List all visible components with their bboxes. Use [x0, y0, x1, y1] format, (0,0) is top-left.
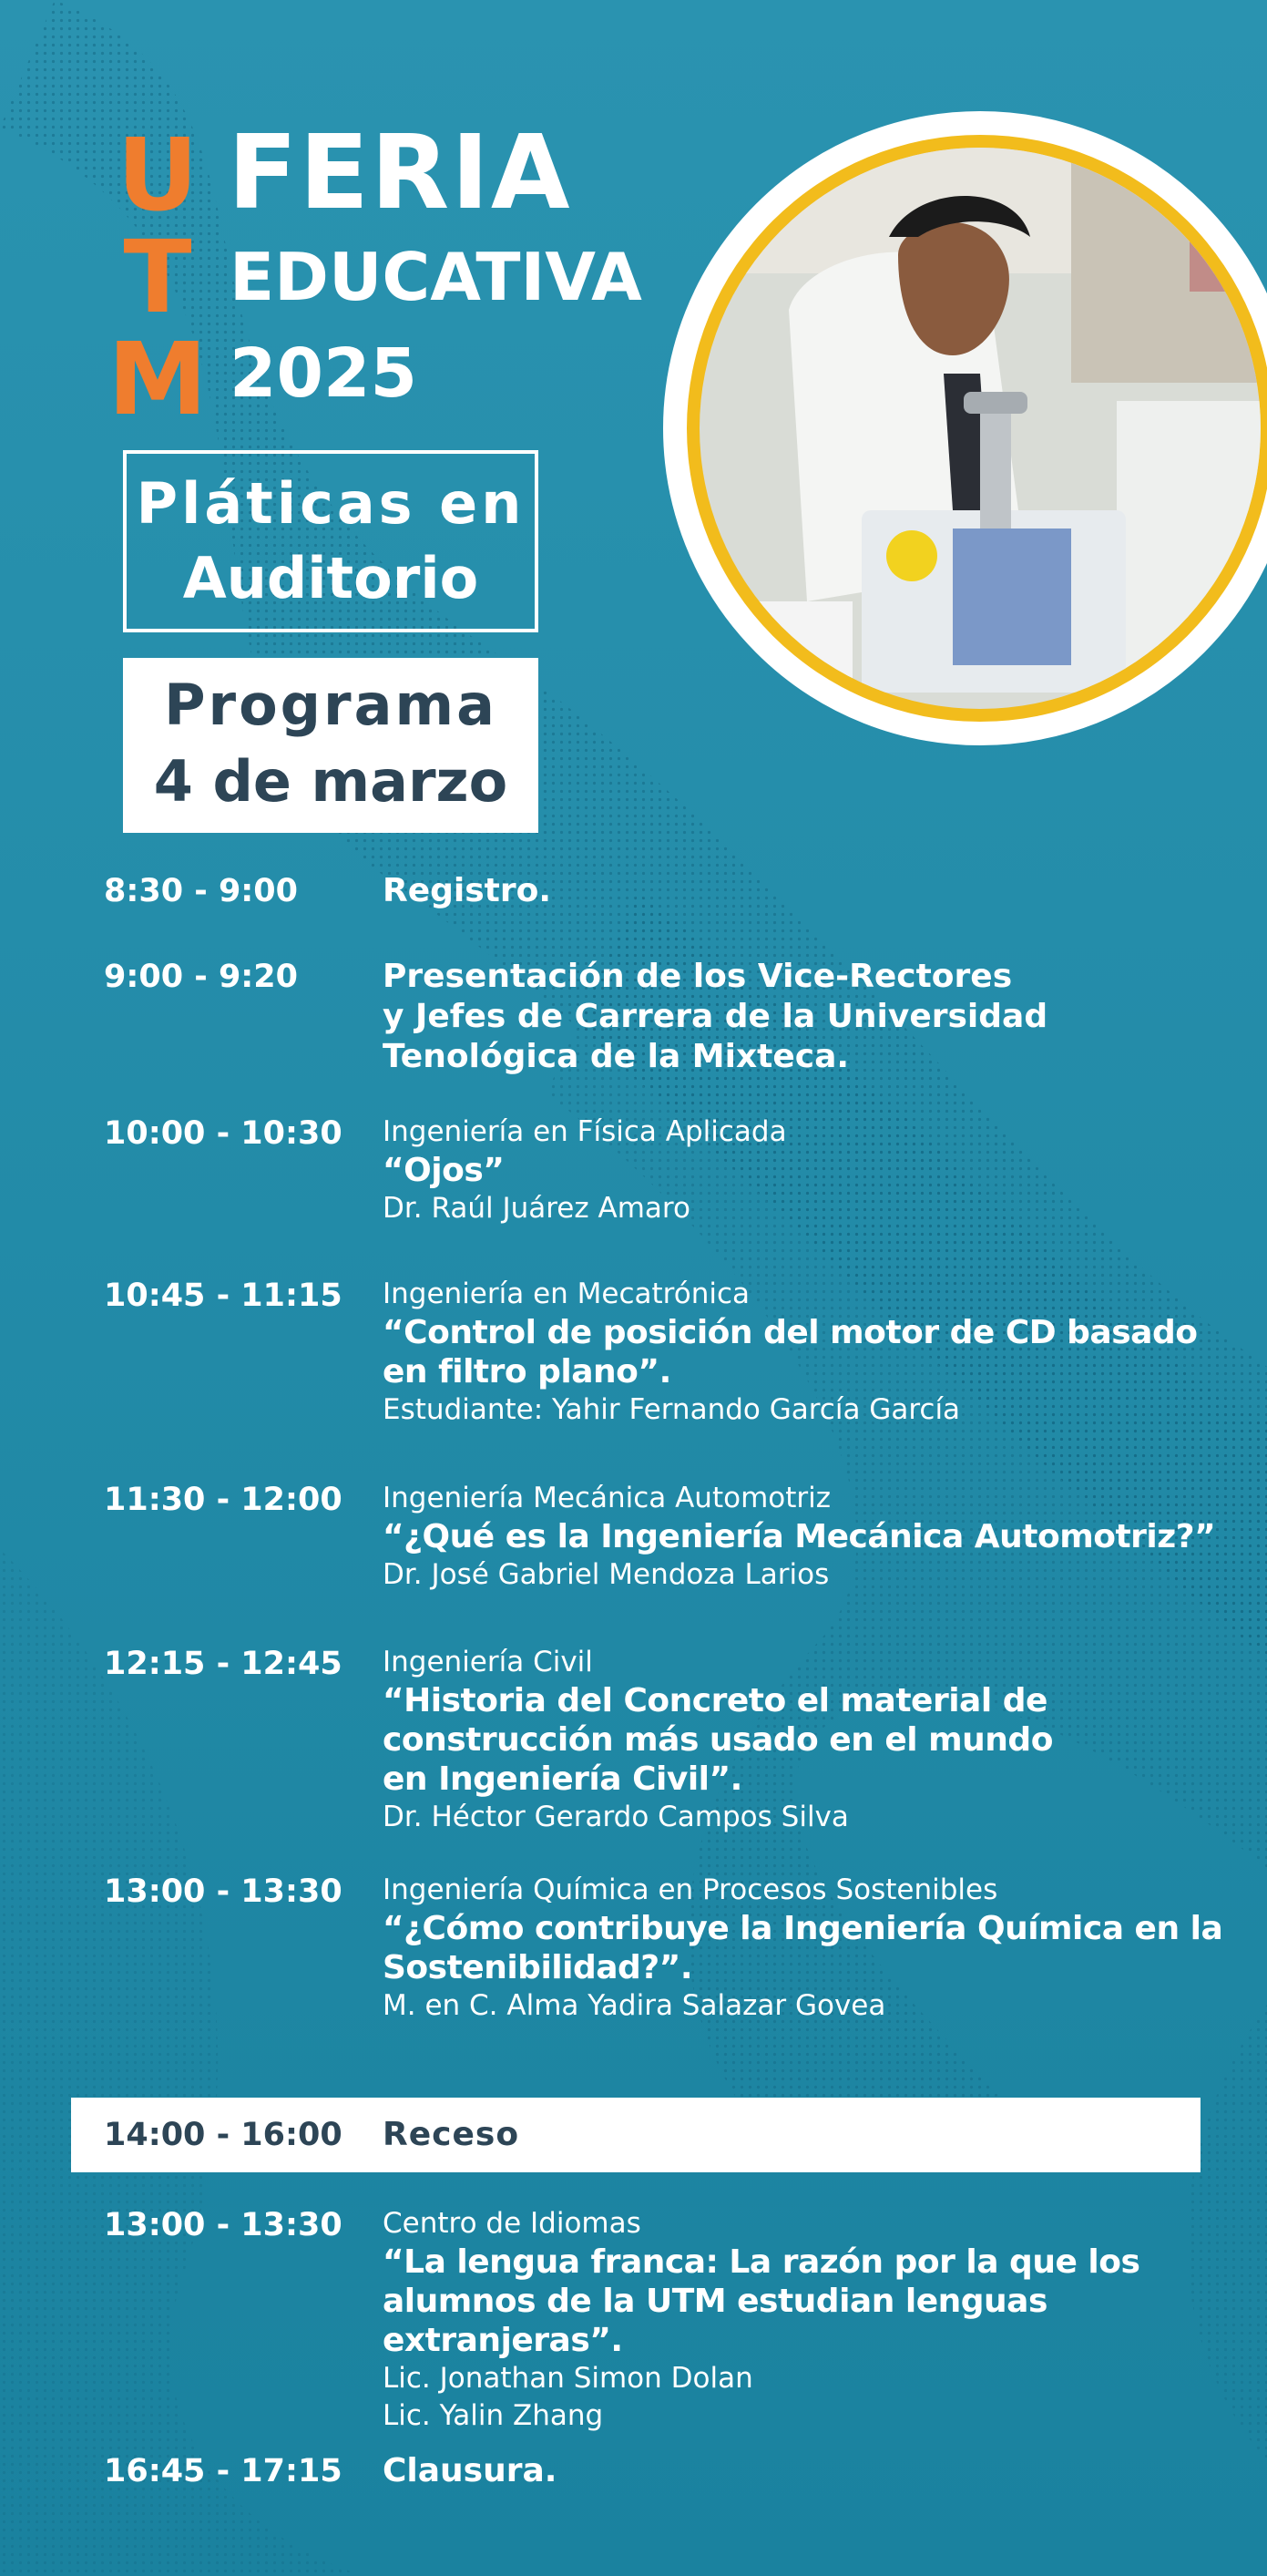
- entry-title: Registro.: [383, 872, 552, 909]
- logo-letter-u: U: [117, 117, 199, 233]
- entry-department: Ingeniería en Mecatrónica: [383, 1278, 750, 1310]
- recess-label: Receso: [383, 2116, 520, 2153]
- entry-speaker: Lic. Yalin Zhang: [383, 2399, 604, 2432]
- entry-speaker: M. en C. Alma Yadira Salazar Govea: [383, 1989, 886, 2022]
- entry-talk-title: construcción más usado en el mundo: [383, 1721, 1053, 1759]
- title-educativa: EDUCATIVA: [230, 239, 642, 315]
- entry-time: 8:30 - 9:00: [104, 873, 299, 909]
- talks-line-2: Auditorio: [182, 545, 479, 611]
- entry-talk-title: “Ojos”: [383, 1152, 505, 1189]
- entry-speaker: Dr. José Gabriel Mendoza Larios: [383, 1558, 830, 1591]
- entry-time: 11:30 - 12:00: [104, 1482, 342, 1518]
- entry-title-line: Tenológica de la Mixteca.: [383, 1038, 850, 1075]
- entry-talk-title: en Ingeniería Civil”.: [383, 1760, 742, 1798]
- entry-talk-title: “Historia del Concreto el material de: [383, 1682, 1047, 1719]
- utm-logo: [107, 117, 208, 437]
- entry-talk-title: “La lengua franca: La razón por la que los: [383, 2243, 1140, 2281]
- title-year: 2025: [230, 334, 417, 413]
- program-date: 4 de marzo: [153, 748, 508, 815]
- entry-time: 13:00 - 13:30: [104, 1873, 342, 1910]
- entry-speaker: Dr. Héctor Gerardo Campos Silva: [383, 1801, 849, 1833]
- entry-talk-title: extranjeras”.: [383, 2322, 623, 2359]
- entry-department: Ingeniería Mecánica Automotriz: [383, 1482, 832, 1514]
- recess-time: 14:00 - 16:00: [104, 2117, 342, 2153]
- lab-photo: [663, 111, 1267, 745]
- entry-speaker: Dr. Raúl Juárez Amaro: [383, 1192, 690, 1225]
- entry-department: Ingeniería en Física Aplicada: [383, 1115, 787, 1148]
- entry-time: 13:00 - 13:30: [104, 2207, 342, 2243]
- recess-banner: [71, 2098, 1201, 2172]
- entry-talk-title: Sostenibilidad?”.: [383, 1949, 693, 1986]
- entry-department: Ingeniería Química en Procesos Sostenibles: [383, 1873, 998, 1906]
- title-feria: FERIA: [228, 114, 572, 232]
- entry-title: Clausura.: [383, 2452, 557, 2489]
- entry-department: Ingeniería Civil: [383, 1646, 593, 1678]
- entry-time: 10:00 - 10:30: [104, 1115, 342, 1152]
- entry-title-line: y Jefes de Carrera de la Universidad: [383, 998, 1048, 1035]
- entry-speaker: Lic. Jonathan Simon Dolan: [383, 2362, 753, 2395]
- entry-talk-title: “¿Cómo contribuye la Ingeniería Química en la: [383, 1910, 1223, 1947]
- entry-time: 10:45 - 11:15: [104, 1278, 342, 1314]
- entry-time: 9:00 - 9:20: [104, 959, 299, 995]
- entry-department: Centro de Idiomas: [383, 2207, 641, 2240]
- entry-speaker: Estudiante: Yahir Fernando García García: [383, 1393, 961, 1426]
- entry-talk-title: alumnos de la UTM estudian lenguas: [383, 2283, 1047, 2320]
- entry-time: 12:15 - 12:45: [104, 1646, 342, 1682]
- talks-banner: [123, 450, 538, 632]
- program-date-banner: [123, 658, 538, 833]
- entry-talk-title: “Control de posición del motor de CD basado: [383, 1314, 1198, 1351]
- logo-letter-m: M: [107, 321, 208, 437]
- entry-talk-title: “¿Qué es la Ingeniería Mecánica Automotriz?”: [383, 1518, 1216, 1555]
- entry-title-line: Presentación de los Vice-Rectores: [383, 958, 1013, 995]
- logo-letter-t: T: [123, 219, 192, 335]
- program-label: Programa: [164, 672, 497, 738]
- entry-time: 16:45 - 17:15: [104, 2453, 342, 2489]
- talks-line-1: Pláticas en: [136, 470, 526, 537]
- entry-talk-title: en filtro plano”.: [383, 1353, 671, 1391]
